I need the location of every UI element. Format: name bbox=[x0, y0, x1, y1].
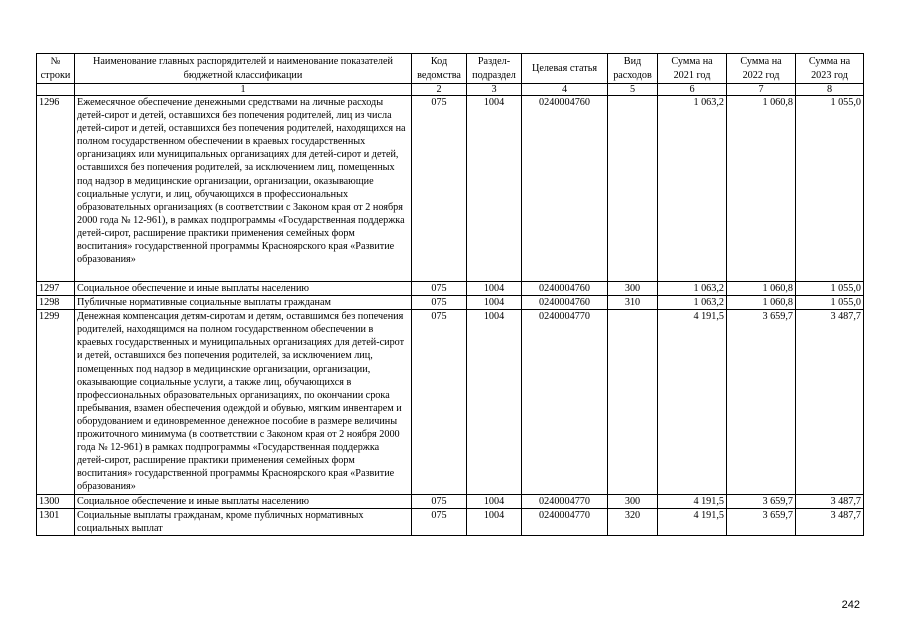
sum-2022: 3 659,7 bbox=[727, 310, 796, 494]
sum-2023: 3 487,7 bbox=[796, 494, 864, 508]
column-number: 8 bbox=[796, 84, 864, 96]
section-code: 1004 bbox=[467, 96, 522, 282]
dept-code: 075 bbox=[412, 508, 467, 535]
row-name: Денежная компенсация детям-сиротам и детям, оставшимся без попечения родителей, находящимся на полном государственном обеспечении в краевых государственных и муниципальных организациях для детей-сирот и детей, оставшихся без попечения родителей, за исключением лиц, помещенных под надзор в медицинские организации, организации, оказывающие социальные услуги, а также лиц, обучающихся в профессиональных образовательных организациях, по окончании срока пребывания, взамен обеспечения одеждой и обувью, мягким инвентарем и оборудованием и единовременное денежное пособие в размере величины прожиточного минимума (в соответствии с Законом края от 2 ноября 2000 года № 12-961) в рамках подпрограммы «Государственная поддержка детей-сирот, расширение практики применения семейных форм воспитания» государственной программы Красноярского края «Развитие образования» bbox=[75, 310, 412, 494]
header-dept-code: Код ведомства bbox=[412, 54, 467, 84]
expense-type-code: 320 bbox=[608, 508, 658, 535]
table-row bbox=[37, 310, 864, 494]
sum-2021: 1 063,2 bbox=[658, 282, 727, 296]
section-code: 1004 bbox=[467, 296, 522, 310]
sum-2021: 1 063,2 bbox=[658, 296, 727, 310]
target-code: 0240004760 bbox=[522, 96, 608, 282]
sum-2021: 4 191,5 bbox=[658, 508, 727, 535]
row-name: Публичные нормативные социальные выплаты гражданам bbox=[75, 296, 412, 310]
expense-type-code bbox=[608, 96, 658, 282]
section-code: 1004 bbox=[467, 310, 522, 494]
target-code: 0240004770 bbox=[522, 508, 608, 535]
row-number: 1296 bbox=[37, 96, 75, 282]
table-row bbox=[37, 508, 864, 535]
target-code: 0240004760 bbox=[522, 296, 608, 310]
sum-2023: 1 055,0 bbox=[796, 282, 864, 296]
sum-2021: 4 191,5 bbox=[658, 494, 727, 508]
target-code: 0240004770 bbox=[522, 494, 608, 508]
expense-type-code: 300 bbox=[608, 282, 658, 296]
sum-2022: 3 659,7 bbox=[727, 494, 796, 508]
row-number: 1298 bbox=[37, 296, 75, 310]
section-code: 1004 bbox=[467, 494, 522, 508]
table-row bbox=[37, 296, 864, 310]
header-row bbox=[37, 54, 864, 84]
row-number: 1297 bbox=[37, 282, 75, 296]
column-number: 4 bbox=[522, 84, 608, 96]
column-number: 3 bbox=[467, 84, 522, 96]
dept-code: 075 bbox=[412, 282, 467, 296]
sum-2023: 3 487,7 bbox=[796, 508, 864, 535]
dept-code: 075 bbox=[412, 494, 467, 508]
sum-2022: 1 060,8 bbox=[727, 296, 796, 310]
header-sum-2021: Сумма на 2021 год bbox=[658, 54, 727, 84]
header-name: Наименование главных распорядителей и наименование показателей бюджетной классификации bbox=[75, 54, 412, 84]
row-name: Социальное обеспечение и иные выплаты населению bbox=[75, 494, 412, 508]
budget-table bbox=[36, 53, 864, 536]
column-number: 7 bbox=[727, 84, 796, 96]
header-row-no: № строки bbox=[37, 54, 75, 84]
table-row bbox=[37, 494, 864, 508]
table-row bbox=[37, 282, 864, 296]
target-code: 0240004770 bbox=[522, 310, 608, 494]
column-number-row bbox=[37, 84, 864, 96]
expense-type-code: 300 bbox=[608, 494, 658, 508]
page-number: 242 bbox=[841, 599, 860, 611]
expense-type-code: 310 bbox=[608, 296, 658, 310]
expense-type-code bbox=[608, 310, 658, 494]
header-section: Раздел-подраздел bbox=[467, 54, 522, 84]
column-number: 6 bbox=[658, 84, 727, 96]
sum-2022: 3 659,7 bbox=[727, 508, 796, 535]
dept-code: 075 bbox=[412, 296, 467, 310]
sum-2021: 1 063,2 bbox=[658, 96, 727, 282]
sum-2023: 3 487,7 bbox=[796, 310, 864, 494]
column-number: 2 bbox=[412, 84, 467, 96]
table-row bbox=[37, 96, 864, 282]
target-code: 0240004760 bbox=[522, 282, 608, 296]
column-number: 5 bbox=[608, 84, 658, 96]
sum-2023: 1 055,0 bbox=[796, 96, 864, 282]
header-sum-2023: Сумма на 2023 год bbox=[796, 54, 864, 84]
sum-2022: 1 060,8 bbox=[727, 282, 796, 296]
dept-code: 075 bbox=[412, 310, 467, 494]
header-expense-type: Вид расходов bbox=[608, 54, 658, 84]
section-code: 1004 bbox=[467, 282, 522, 296]
sum-2023: 1 055,0 bbox=[796, 296, 864, 310]
header-sum-2022: Сумма на 2022 год bbox=[727, 54, 796, 84]
section-code: 1004 bbox=[467, 508, 522, 535]
row-name: Социальное обеспечение и иные выплаты населению bbox=[75, 282, 412, 296]
row-number: 1301 bbox=[37, 508, 75, 535]
column-number bbox=[37, 84, 75, 96]
dept-code: 075 bbox=[412, 96, 467, 282]
header-target: Целевая статья bbox=[522, 54, 608, 84]
row-name: Социальные выплаты гражданам, кроме публичных нормативных социальных выплат bbox=[75, 508, 412, 535]
row-name: Ежемесячное обеспечение денежными средствами на личные расходы детей-сирот и детей, оставшихся без попечения родителей, лиц из числа детей-сирот и детей, оставшихся без попечения родителей, находящихся на полном государственном обеспечении в краевых государственных организациях или муниципальных организациях для детей-сирот и детей, оставшихся без попечения родителей, за исключением лиц, помещенных под надзор в медицинские организации, организации, оказывающие социальные услуги, и лиц, обучающихся в профессиональных образовательных организациях (в соответствии с Законом края от 2 ноября 2000 года № 12-961), в рамках подпрограммы «Государственная поддержка детей-сирот, расширение практики применения семейных форм воспитания» государственной программы Красноярского края «Развитие образования» bbox=[75, 96, 412, 282]
column-number: 1 bbox=[75, 84, 412, 96]
row-number: 1300 bbox=[37, 494, 75, 508]
row-number: 1299 bbox=[37, 310, 75, 494]
sum-2021: 4 191,5 bbox=[658, 310, 727, 494]
sum-2022: 1 060,8 bbox=[727, 96, 796, 282]
